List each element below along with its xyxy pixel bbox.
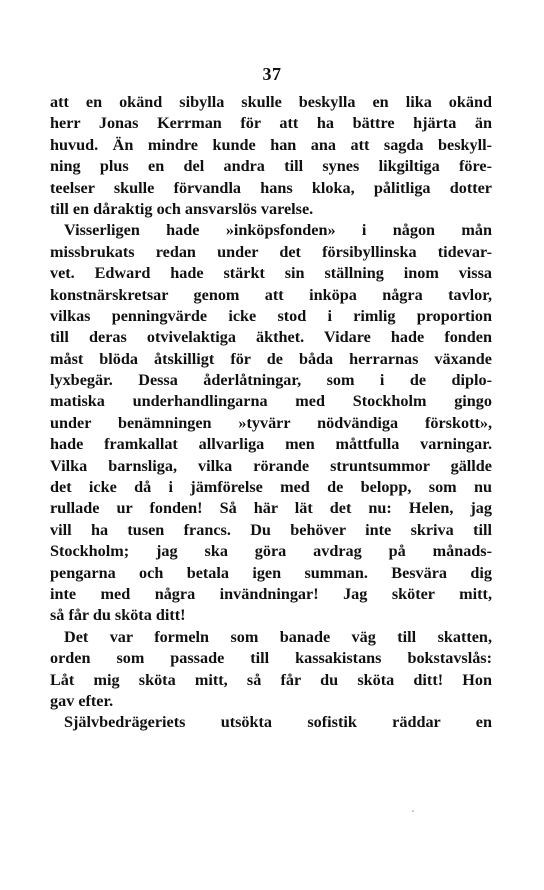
text-line: pengarna och betala igen summan. Besvära dig <box>50 563 492 582</box>
text-line: inte med några invändningar! Jag sköter mitt, <box>50 584 492 603</box>
text-line: till deras otvivelaktiga äkthet. Vidare hade fonden <box>50 328 492 347</box>
text-line: vill ha tusen francs. Du behöver inte skriva till <box>50 520 492 539</box>
paper-speck <box>412 810 414 812</box>
text-line: herr Jonas Kerrman för att ha bättre hjärta än <box>50 114 492 133</box>
text-line: Stockholm; jag ska göra avdrag på månads- <box>50 542 492 561</box>
text-line: vilkas penningvärde icke stod i rimlig proportion <box>50 306 492 325</box>
text-line: Det var formeln som banade väg till skatten, <box>64 627 492 646</box>
body-text <box>50 92 492 734</box>
text-line: missbrukats redan under det försibyllinska tidevar- <box>50 242 492 261</box>
text-line: Självbedrägeriets utsökta sofistik räddar en <box>64 713 492 732</box>
text-line: måst blöda åtskilligt för de båda herrarnas växande <box>50 349 492 368</box>
text-line: vet. Edward hade stärkt sin ställning inom vissa <box>50 264 492 283</box>
text-line: konstnärskretsar genom att inköpa några tavlor, <box>50 285 492 304</box>
text-line: Vilka barnsliga, vilka rörande struntsummor gällde <box>50 456 492 475</box>
text-line: under benämningen »tyvärr nödvändiga förskott», <box>50 413 492 432</box>
text-line: lyxbegär. Dessa åderlåtningar, som i de diplo- <box>50 371 492 390</box>
text-line: teelser skulle förvandla hans kloka, pålitliga dotter <box>50 178 492 197</box>
text-line: huvud. Än mindre kunde han ana att sagda beskyll- <box>50 135 492 154</box>
text-line: hade framkallat allvarliga men måttfulla varningar. <box>50 435 492 454</box>
text-line: till en dåraktig och ansvarslös varelse. <box>50 199 314 218</box>
text-line: Visserligen hade »inköpsfonden» i någon mån <box>64 221 492 240</box>
text-line: så får du sköta ditt! <box>50 606 186 625</box>
text-line: rullade ur fonden! Så här lät det nu: Helen, jag <box>50 499 492 518</box>
text-line: att en okänd sibylla skulle beskylla en lika okänd <box>50 93 492 111</box>
page-number: 37 <box>262 64 282 84</box>
text-line: gav efter. <box>50 691 114 710</box>
text-line: det icke då i jämförelse med de belopp, som nu <box>50 478 492 497</box>
text-line: Låt mig sköta mitt, så får du sköta ditt! Hon <box>50 670 492 689</box>
text-line: orden som passade till kassakistans bokstavslås: <box>50 649 492 668</box>
text-line: ning plus en del andra till synes likgiltiga före- <box>50 157 492 176</box>
text-line: matiska underhandlingarna med Stockholm gingo <box>50 392 492 411</box>
